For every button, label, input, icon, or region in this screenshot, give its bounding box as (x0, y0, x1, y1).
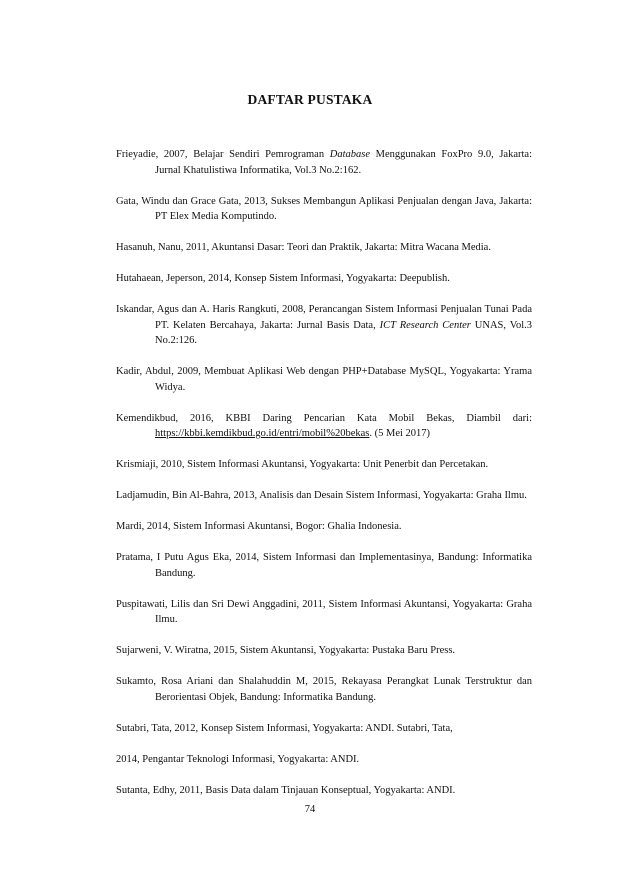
reference-text: Sutanta, Edhy, 2011, Basis Data dalam Tinjauan Konseptual, Yogyakarta: ANDI. (116, 784, 456, 796)
reference-entry (116, 674, 532, 705)
italic-term: ICT Research Center (379, 319, 471, 331)
reference-text: Kadir, Abdul, 2009, Membuat Aplikasi Web dengan PHP+Database MySQL, Yogyakarta: Yrama Widya. (116, 366, 532, 393)
reference-entry (116, 240, 532, 256)
reference-entry (116, 550, 532, 581)
reference-entry (116, 411, 532, 442)
reference-entry (116, 457, 532, 473)
reference-text: Mardi, 2014, Sistem Informasi Akuntansi, Bogor: Ghalia Indonesia. (116, 521, 402, 532)
reference-text: Puspitawati, Lilis dan Sri Dewi Anggadini, 2011, Sistem Informasi Akuntansi, Yogyakarta: Graha Ilmu. (116, 598, 532, 625)
reference-entry (116, 147, 532, 178)
reference-text: . (5 Mei 2017) (369, 428, 431, 439)
page-number: 74 (304, 804, 316, 815)
reference-text: 2014, Pengantar Teknologi Informasi, Yogyakarta: ANDI. (116, 753, 360, 765)
reference-entry (116, 643, 532, 659)
reference-entry (116, 752, 532, 768)
reference-entry (116, 721, 532, 737)
reference-list (116, 147, 532, 814)
reference-text: Krismiaji, 2010, Sistem Informasi Akuntansi, Yogyakarta: Unit Penerbit dan Percetakan. (116, 459, 489, 470)
reference-url-link[interactable]: https://kbbi.kemdikbud.go.id/entri/mobil%20bekas (155, 428, 370, 439)
reference-entry (116, 519, 532, 535)
reference-text: Iskandar, Agus dan A. Haris Rangkuti, 2008, Perancangan Sistem Informasi Penjualan Tunai Pada PT. Kelaten Bercahaya, Jakarta: Jurnal Basis Data, (116, 304, 532, 331)
reference-entry (116, 783, 532, 799)
reference-entry (116, 194, 532, 225)
reference-text: Pratama, I Putu Agus Eka, 2014, Sistem Informasi dan Implementasinya, Bandung: Informatika Bandung. (116, 552, 532, 579)
reference-entry (116, 302, 532, 349)
reference-text: Ladjamudin, Bin Al-Bahra, 2013, Analisis dan Desain Sistem Informasi, Yogyakarta: Graha Ilmu. (116, 490, 527, 501)
reference-entry (116, 488, 532, 504)
reference-text: Sujarweni, V. Wiratna, 2015, Sistem Akuntansi, Yogyakarta: Pustaka Baru Press. (116, 645, 456, 656)
reference-text: Gata, Windu dan Grace Gata, 2013, Sukses Membangun Aplikasi Penjualan dengan Java, Jakarta: PT Elex Media Komputindo. (116, 195, 532, 222)
italic-term: Database (329, 149, 370, 160)
reference-text: Menggunakan FoxPro 9.0, Jakarta: Jurnal Khatulistiwa Informatika, Vol.3 No.2:162. (155, 149, 532, 176)
reference-entry (116, 364, 532, 395)
reference-text: Frieyadie, 2007, Belajar Sendiri Pemrograman (116, 149, 330, 160)
page-title: DAFTAR PUSTAKA (247, 92, 373, 107)
reference-text: Kemendikbud, 2016, KBBI Daring Pencarian Kata Mobil Bekas, Diambil dari: (116, 412, 532, 424)
reference-text: Sukamto, Rosa Ariani dan Shalahuddin M, 2015, Rekayasa Perangkat Lunak Terstruktur dan Berorientasi Objek, Bandung: Informatika Bandung. (116, 676, 532, 703)
reference-text: Hutahaean, Jeperson, 2014, Konsep Sistem Informasi, Yogyakarta: Deepublish. (116, 273, 450, 284)
reference-text: UNAS, Vol.3 No.2:126. (155, 319, 533, 346)
reference-entry (116, 597, 532, 628)
reference-text: Hasanuh, Nanu, 2011, Akuntansi Dasar: Teori dan Praktik, Jakarta: Mitra Wacana Media. (116, 242, 491, 253)
reference-text: Sutabri, Tata, 2012, Konsep Sistem Informasi, Yogyakarta: ANDI. Sutabri, Tata, (116, 722, 453, 734)
reference-entry (116, 271, 532, 287)
